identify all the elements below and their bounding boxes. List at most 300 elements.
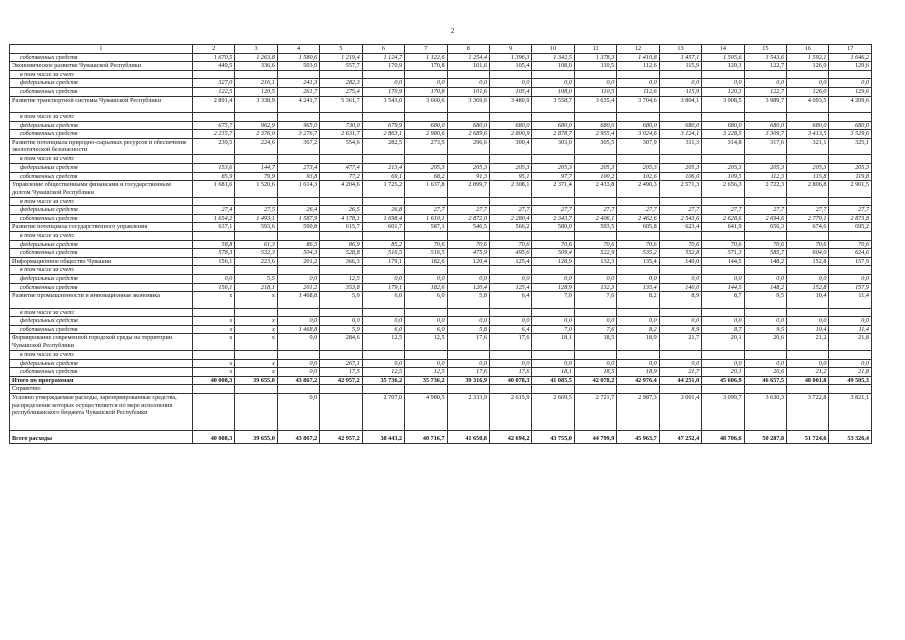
value-cell: 27,7 [574,206,616,215]
value-cell: 680,0 [829,121,872,130]
value-cell: 4 980,5 [405,393,447,430]
value-cell: 39 316,9 [447,376,489,385]
value-cell: 0,0 [659,359,701,368]
value-cell: 2 987,3 [617,393,659,430]
value-cell [744,266,786,275]
value-cell: 680,0 [744,121,786,130]
value-cell: 77,2 [320,172,362,181]
value-cell: 148,2 [744,283,786,292]
value-cell: 91,3 [447,172,489,181]
header-cell: 9 [489,45,531,54]
value-cell: 61,3 [235,240,277,249]
value-cell: 8,9 [659,292,701,309]
table-row [10,87,872,96]
value-cell: 273,5 [405,138,447,155]
table-row [10,368,872,377]
value-cell: 9,5 [744,292,786,309]
value-cell: 0,0 [405,79,447,88]
value-cell [532,232,574,241]
value-cell: 680,0 [447,121,489,130]
value-cell [235,308,277,317]
value-cell: 201,2 [277,257,319,266]
value-cell [235,350,277,359]
value-cell: 0,0 [574,359,616,368]
value-cell: 2 280,4 [489,214,531,223]
table-row [10,266,872,275]
value-cell: 40 008,3 [192,430,234,443]
value-cell: 120,4 [447,283,489,292]
value-cell [829,232,872,241]
value-cell [277,113,319,122]
value-cell: 68,2 [405,172,447,181]
value-cell: 0,0 [659,317,701,326]
value-cell: 1 457,1 [659,53,701,62]
value-cell: 26,4 [277,206,319,215]
value-cell: 17,6 [489,334,531,351]
value-cell: 102,6 [617,172,659,181]
row-label: Формирование современной городской среды на территории Чувашской Республики [10,334,193,351]
value-cell: 641,9 [702,223,744,232]
value-cell [447,197,489,206]
row-label: Развитие потенциала природно-сырьевых ресурсов и обеспечение экологической безопасности [10,138,193,155]
value-cell: 101,6 [447,87,489,96]
value-cell [659,232,701,241]
value-cell: x [192,368,234,377]
value-cell: 593,6 [235,223,277,232]
value-cell [532,266,574,275]
value-cell: 0,0 [192,274,234,283]
value-cell: 2 631,7 [320,130,362,139]
table-row [10,232,872,241]
value-cell: 0,0 [362,274,404,283]
value-cell: 0,0 [829,274,872,283]
value-cell: 27,5 [235,206,277,215]
table-row [10,79,872,88]
value-cell: 282,5 [362,138,404,155]
value-cell: 3 413,5 [787,130,829,139]
value-cell: 21,8 [829,334,872,351]
value-cell: 3 338,9 [235,96,277,113]
value-cell: 42 976,4 [617,376,659,385]
value-cell: 129,6 [829,87,872,96]
value-cell: 604,0 [787,249,829,258]
value-cell [447,113,489,122]
value-cell [702,385,744,394]
row-label: в том числе за счет: [10,197,193,206]
table-row [10,274,872,283]
row-label: федеральных средств [10,317,193,326]
value-cell: 3 276,7 [277,130,319,139]
value-cell: 43 755,0 [532,430,574,443]
value-cell: 50 287,8 [744,430,786,443]
value-cell [362,266,404,275]
value-cell: 1 670,5 [192,53,234,62]
value-cell: 170,9 [362,87,404,96]
value-cell: 509,4 [532,249,574,258]
value-cell: 528,8 [320,249,362,258]
value-cell: 605,8 [617,223,659,232]
value-cell [277,197,319,206]
table-header-row [10,45,872,54]
value-cell: 205,3 [532,163,574,172]
table-row [10,181,872,198]
row-label: в том числе за счет: [10,350,193,359]
value-cell: 0,0 [574,274,616,283]
value-cell: 0,0 [829,317,872,326]
value-cell: 128,9 [532,257,574,266]
value-cell: 571,3 [702,249,744,258]
value-cell: 0,0 [532,359,574,368]
value-cell: x [235,368,277,377]
value-cell: 325,1 [829,138,872,155]
value-cell [277,155,319,164]
table-row [10,325,872,334]
value-cell: 20,1 [702,368,744,377]
table-row [10,223,872,232]
value-cell: 205,3 [702,163,744,172]
value-cell: 1 122,6 [405,53,447,62]
value-cell [532,155,574,164]
value-cell [787,232,829,241]
value-cell: 135,4 [617,283,659,292]
value-cell: 449,5 [192,62,234,71]
value-cell: 125,4 [489,283,531,292]
value-cell: 532,3 [235,249,277,258]
value-cell [744,70,786,79]
value-cell [489,266,531,275]
value-cell: 3 024,6 [617,130,659,139]
value-cell: 0,0 [447,274,489,283]
value-cell: 85,2 [362,240,404,249]
value-cell: 70,6 [744,240,786,249]
value-cell [320,232,362,241]
value-cell: 2 707,0 [362,393,404,430]
value-cell: x [235,359,277,368]
value-cell: 49 505,3 [829,376,872,385]
value-cell: 1 614,3 [277,181,319,198]
row-label: Условно утверждаемые расходы, зарезервированные средства, распределение которых осуществляется по мере исполнения республиканского бюджета Чувашской Республики [10,393,193,430]
row-label: федеральных средств [10,274,193,283]
value-cell: 552,8 [659,249,701,258]
value-cell: 554,6 [320,138,362,155]
value-cell: 516,5 [405,249,447,258]
value-cell [192,197,234,206]
value-cell: 42 694,2 [489,430,531,443]
value-cell: 42 957,2 [320,430,362,443]
row-label: Управление общественными финансами и государственным долгом Чувашской Республики [10,181,193,198]
value-cell: 267,1 [320,359,362,368]
value-cell: 477,4 [320,163,362,172]
value-cell: 2 376,0 [235,130,277,139]
value-cell: 109,5 [702,172,744,181]
value-cell [320,385,362,394]
value-cell: 601,7 [362,223,404,232]
value-cell: 2 806,8 [787,181,829,198]
value-cell: 115,9 [659,87,701,96]
value-cell: 112,6 [617,62,659,71]
table-row [10,138,872,155]
value-cell: 26,5 [320,206,362,215]
value-cell [617,70,659,79]
row-label: собственных средств [10,87,193,96]
value-cell: 4 209,6 [829,96,872,113]
value-cell: 5,9 [320,292,362,309]
value-cell: 17,6 [447,334,489,351]
value-cell [659,197,701,206]
value-cell: 170,8 [405,62,447,71]
row-label: Развитие транспортной системы Чувашской Республики [10,96,193,113]
value-cell [362,155,404,164]
value-cell: 1 124,7 [362,53,404,62]
value-cell: 311,3 [659,138,701,155]
value-cell [235,70,277,79]
value-cell: 27,7 [702,206,744,215]
value-cell [532,113,574,122]
value-cell: 0,0 [617,274,659,283]
value-cell: 1 610,1 [405,214,447,223]
value-cell: 53 326,4 [829,430,872,443]
table-row [10,430,872,443]
value-cell: 86,5 [277,240,319,249]
value-cell: 2 433,8 [574,181,616,198]
value-cell [277,70,319,79]
value-cell: 2 571,3 [659,181,701,198]
value-cell: x [235,317,277,326]
value-cell: 58,8 [192,240,234,249]
value-cell: 10,4 [787,292,829,309]
value-cell: 21,8 [829,368,872,377]
value-cell: 40 078,3 [489,376,531,385]
table-row [10,249,872,258]
row-label: собственных средств [10,130,193,139]
value-cell [235,266,277,275]
value-cell: 97,7 [532,172,574,181]
value-cell [192,155,234,164]
value-cell: 27,7 [532,206,574,215]
value-cell [235,393,277,430]
value-cell: 2 901,5 [829,181,872,198]
value-cell [787,155,829,164]
value-cell: 680,0 [659,121,701,130]
value-cell: 70,6 [617,240,659,249]
value-cell: 126,0 [787,62,829,71]
table-row [10,393,872,430]
value-cell: 148,2 [744,257,786,266]
value-cell [489,385,531,394]
value-cell: 2 308,1 [489,181,531,198]
value-cell: 43 867,2 [277,430,319,443]
value-cell: x [192,334,234,351]
value-cell [574,232,616,241]
value-cell: 70,6 [447,240,489,249]
value-cell: 0,0 [532,79,574,88]
row-label: в том числе за счет: [10,232,193,241]
value-cell: 120,3 [702,87,744,96]
value-cell [405,113,447,122]
value-cell [574,350,616,359]
table-row [10,214,872,223]
value-cell [829,70,872,79]
value-cell: 44 799,9 [574,430,616,443]
value-cell: 18,9 [617,334,659,351]
value-cell: 321,1 [787,138,829,155]
value-cell: 2 980,6 [405,130,447,139]
value-cell: 125,4 [489,257,531,266]
value-cell [320,308,362,317]
value-cell: 144,5 [702,283,744,292]
value-cell: 2 615,9 [489,393,531,430]
value-cell: 0,0 [829,359,872,368]
value-cell: 0,0 [447,79,489,88]
value-cell: 18,1 [532,368,574,377]
value-cell: 105,4 [489,87,531,96]
value-cell [787,266,829,275]
value-cell: 1 219,4 [320,53,362,62]
value-cell: 0,0 [277,368,319,377]
value-cell: 367,2 [277,138,319,155]
value-cell: 0,0 [277,359,319,368]
table-row [10,359,872,368]
table-row [10,283,872,292]
table-row [10,96,872,113]
value-cell [659,385,701,394]
table-row [10,121,872,130]
value-cell: 40 008,3 [192,376,234,385]
value-cell [702,155,744,164]
value-cell: 5,5 [235,274,277,283]
value-cell: 70,6 [489,240,531,249]
value-cell: 140,0 [659,257,701,266]
value-cell: 27,7 [829,206,872,215]
header-cell: 17 [829,45,872,54]
value-cell: 366,3 [320,257,362,266]
value-cell: 0,0 [489,359,531,368]
value-cell: 70,6 [574,240,616,249]
table-row [10,240,872,249]
value-cell [320,197,362,206]
value-cell [405,350,447,359]
value-cell: 12,5 [320,274,362,283]
value-cell [829,197,872,206]
value-cell [362,385,404,394]
value-cell: 680,0 [532,121,574,130]
value-cell [829,155,872,164]
value-cell: 546,5 [447,223,489,232]
value-cell: 44 251,0 [659,376,701,385]
value-cell [489,232,531,241]
value-cell [617,113,659,122]
row-label: собственных средств [10,214,193,223]
value-cell: 122,7 [744,62,786,71]
value-cell [532,308,574,317]
value-cell: 6,4 [489,292,531,309]
table-row [10,292,872,309]
value-cell [574,197,616,206]
header-cell: 16 [787,45,829,54]
value-cell: 26,8 [362,206,404,215]
value-cell: 1 698,4 [362,214,404,223]
value-cell: 580,0 [532,223,574,232]
value-cell: 585,7 [744,249,786,258]
value-cell: 680,0 [617,121,659,130]
value-cell: 132,3 [574,283,616,292]
value-cell: 201,2 [277,283,319,292]
value-cell: 675,7 [192,121,234,130]
value-cell: 5,9 [320,325,362,334]
value-cell: 4 204,6 [320,181,362,198]
value-cell: 2 490,3 [617,181,659,198]
value-cell [192,385,234,394]
value-cell [320,155,362,164]
value-cell [617,385,659,394]
value-cell [362,232,404,241]
value-cell: 1 580,6 [277,53,319,62]
value-cell: 0,0 [277,334,319,351]
value-cell: 503,0 [277,62,319,71]
value-cell: 1 410,8 [617,53,659,62]
value-cell: 3 630,3 [744,393,786,430]
value-cell: 680,0 [787,121,829,130]
value-cell: 27,7 [659,206,701,215]
value-cell [489,113,531,122]
value-cell: 0,0 [744,79,786,88]
row-label: Развитие промышленности и инновационная экономика [10,292,193,309]
value-cell: 1 725,2 [362,181,404,198]
value-cell: 110,5 [574,87,616,96]
value-cell [829,350,872,359]
value-cell [617,308,659,317]
value-cell: 10,4 [787,325,829,334]
value-cell: 0,0 [744,359,786,368]
value-cell: 42 078,2 [574,376,616,385]
table-row [10,334,872,351]
header-cell: 7 [405,45,447,54]
value-cell: 282,3 [320,79,362,88]
value-cell: x [235,325,277,334]
value-cell: 35 736,2 [362,376,404,385]
header-cell: 12 [617,45,659,54]
value-cell: 0,0 [702,359,744,368]
value-cell: 205,3 [659,163,701,172]
row-label: федеральных средств [10,359,193,368]
value-cell [320,266,362,275]
value-cell: 170,8 [405,87,447,96]
value-cell [489,350,531,359]
value-cell: 3 099,7 [702,393,744,430]
value-cell: 108,0 [532,87,574,96]
value-cell: 0,0 [489,317,531,326]
value-cell: 0,0 [659,274,701,283]
value-cell [829,308,872,317]
value-cell: 239,5 [192,138,234,155]
value-cell: 674,6 [787,223,829,232]
value-cell: 205,3 [829,163,872,172]
row-label: Экономическое развитие Чувашской Республики [10,62,193,71]
row-label: собственных средств [10,249,193,258]
value-cell: 170,9 [362,62,404,71]
value-cell: 69,1 [362,172,404,181]
row-label: Всего расходы [10,430,193,443]
table-row [10,113,872,122]
value-cell: 21,2 [787,334,829,351]
value-cell: 18,9 [617,368,659,377]
value-cell [532,197,574,206]
value-cell: 70,6 [829,240,872,249]
value-cell: 122,7 [744,87,786,96]
value-cell [405,232,447,241]
value-cell: 152,8 [787,283,829,292]
value-cell [702,266,744,275]
